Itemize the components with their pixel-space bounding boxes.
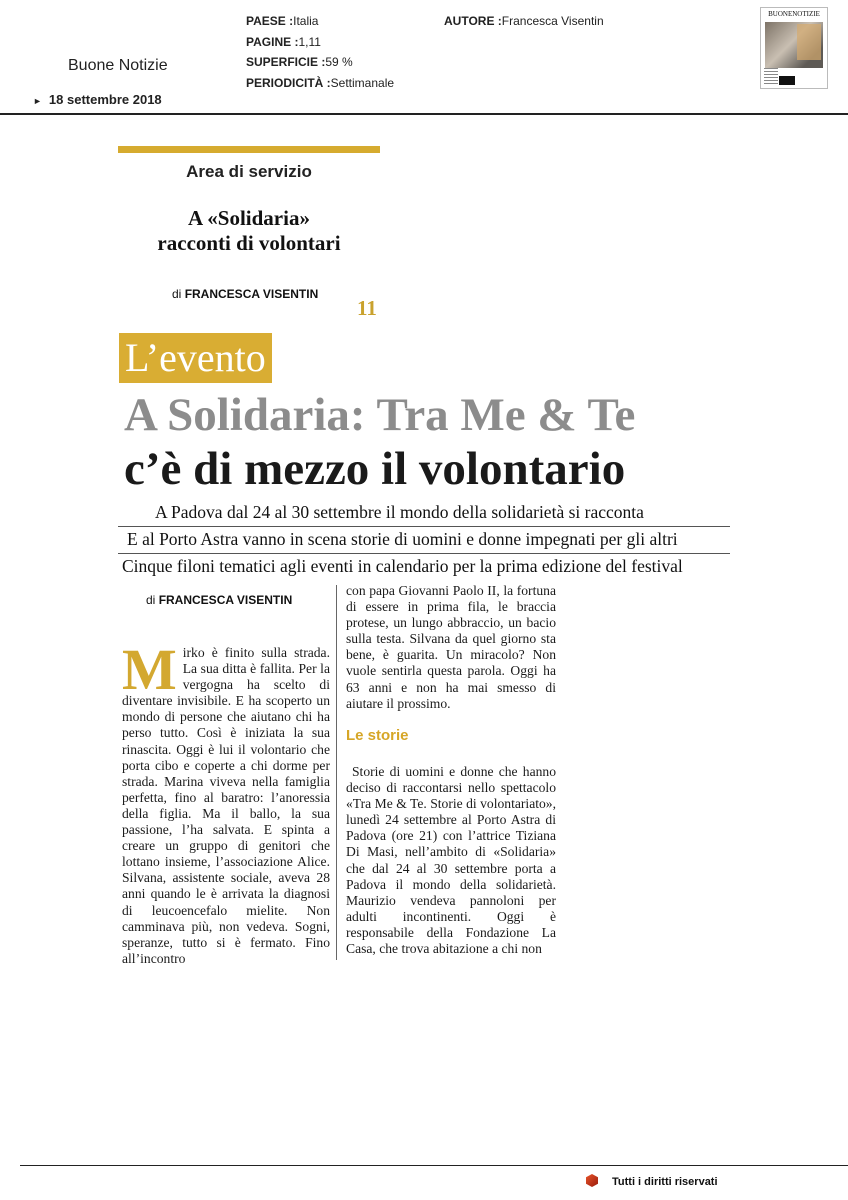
- column-divider: [336, 585, 337, 960]
- subhead-1: A Padova dal 24 al 30 settembre il mondo della solidarietà si racconta: [155, 502, 644, 522]
- article-byline-name: FRANCESCA VISENTIN: [158, 593, 293, 607]
- rights-notice: Tutti i diritti riservati: [612, 1176, 718, 1188]
- summary-title: [118, 206, 380, 256]
- section-heading-le-storie: Le storie: [346, 727, 409, 744]
- summary-section-label: Area di servizio: [186, 162, 312, 181]
- periodicita-label: PERIODICITÀ :: [246, 76, 331, 90]
- subhead-divider-2: [118, 553, 730, 554]
- article-column-2-top: [346, 583, 556, 712]
- summary-byline-name: FRANCESCA VISENTIN: [184, 287, 319, 301]
- thumbnail-black-box: [779, 76, 795, 85]
- column-2-paragraph-2: Storie di uomini e donne che hanno deciso di raccontarsi nello spettacolo «Tra Me & Te. Storie di volontariato», lunedì 24 settembre al Porto Astra di Padova (ore 21) con l’attrice Tiziana Di Masi, nell’ambito di «Solidaria» che dal 24 al 30 settembre porta a Padova il mondo della solidarietà. Maurizio vendeva pannoloni per adulti incontinenti. Oggi è responsabile della Fondazione La Casa, che trova abitazione a chi non: [346, 764, 556, 957]
- thumbnail-photo-overlay: [797, 24, 821, 60]
- paese-value: Italia: [293, 14, 319, 28]
- autore-value: Francesca Visentin: [501, 14, 604, 28]
- summary-page-number: 11: [357, 296, 377, 320]
- meta-pagine: [246, 34, 321, 50]
- publication-date: [33, 92, 162, 107]
- front-page-thumbnail[interactable]: [760, 7, 828, 89]
- meta-superficie: [246, 54, 353, 70]
- article-byline-prefix: di: [146, 593, 156, 607]
- meta-periodicita: [246, 75, 394, 91]
- meta-autore: [444, 13, 604, 29]
- column-2-paragraph-1: con papa Giovanni Paolo II, la fortuna di essere in prima fila, le braccia protese, un lungo abbraccio, un bacio sulla testa. Silvana da quel giorno sta bene, è guarita. Un miracolo? Non vuole sentirla questa parola. Oggi ha 63 anni e non ha mai smesso di aiutare il prossimo.: [346, 583, 556, 711]
- paese-label: PAESE :: [246, 14, 294, 28]
- publication-name: Buone Notizie: [68, 57, 168, 74]
- thumbnail-text-lines: [764, 68, 778, 86]
- date-marker-icon: ►: [33, 96, 42, 106]
- thumbnail-masthead: BUONENOTIZIE: [768, 10, 820, 18]
- publisher-logo-icon: [586, 1174, 598, 1187]
- subhead-divider-1: [118, 526, 730, 527]
- summary-title-line2: racconti di volontari: [157, 231, 341, 255]
- article-kicker: L’evento: [119, 333, 272, 383]
- pagine-value: 1,11: [298, 35, 321, 49]
- superficie-label: SUPERFICIE :: [246, 55, 326, 69]
- summary-byline-prefix: di: [172, 287, 182, 301]
- column-1-paragraph: [122, 637, 330, 967]
- summary-title-line1: A «Solidaria»: [188, 206, 310, 230]
- headline-line1: A Solidaria: Tra Me & Te: [124, 389, 636, 441]
- drop-cap: M: [122, 637, 177, 702]
- summary-gold-bar: [118, 146, 380, 153]
- summary-byline: [172, 287, 318, 301]
- subhead-3: Cinque filoni tematici agli eventi in calendario per la prima edizione del festival: [122, 556, 683, 576]
- footer-divider: [20, 1165, 848, 1166]
- article-column-1: [122, 637, 330, 967]
- pagine-label: PAGINE :: [246, 35, 299, 49]
- headline-line2: c’è di mezzo il volontario: [124, 443, 626, 495]
- date-text: 18 settembre 2018: [48, 92, 162, 107]
- autore-label: AUTORE :: [444, 14, 502, 28]
- meta-paese: [246, 13, 318, 29]
- article-byline: [146, 593, 292, 607]
- subhead-2: E al Porto Astra vanno in scena storie di uomini e donne impegnati per gli altri: [127, 529, 678, 549]
- article-column-2-bottom: [346, 764, 556, 957]
- superficie-value: 59 %: [325, 55, 353, 69]
- column-1-text: irko è finito sulla strada. La sua ditta è fallita. Per la vergogna ha scelto di diventare invisibile. E ha scoperto un mondo di persone che aiutano chi ha perso tutto. Così è iniziata la sua rinascita. Oggi è lui il volontario che porta cibo e coperte a chi dorme per strada. Marina viveva nella famiglia perfetta, fino al baratro: l’anoressia della figlia. Ma il ballo, la sua passione, l’ha salvata. E spinta a creare un gruppo di genitori che lottano insieme, l’associazione Alice. Silvana, assistente sociale, aveva 28 anni quando le è arrivata la diagnosi di leucoencefalo mielite. Non camminava più, non vedeva. Sogni, speranze, tutto si è fermato. Fino all’incontro: [122, 645, 330, 966]
- periodicita-value: Settimanale: [330, 76, 395, 90]
- header-divider: [0, 113, 848, 115]
